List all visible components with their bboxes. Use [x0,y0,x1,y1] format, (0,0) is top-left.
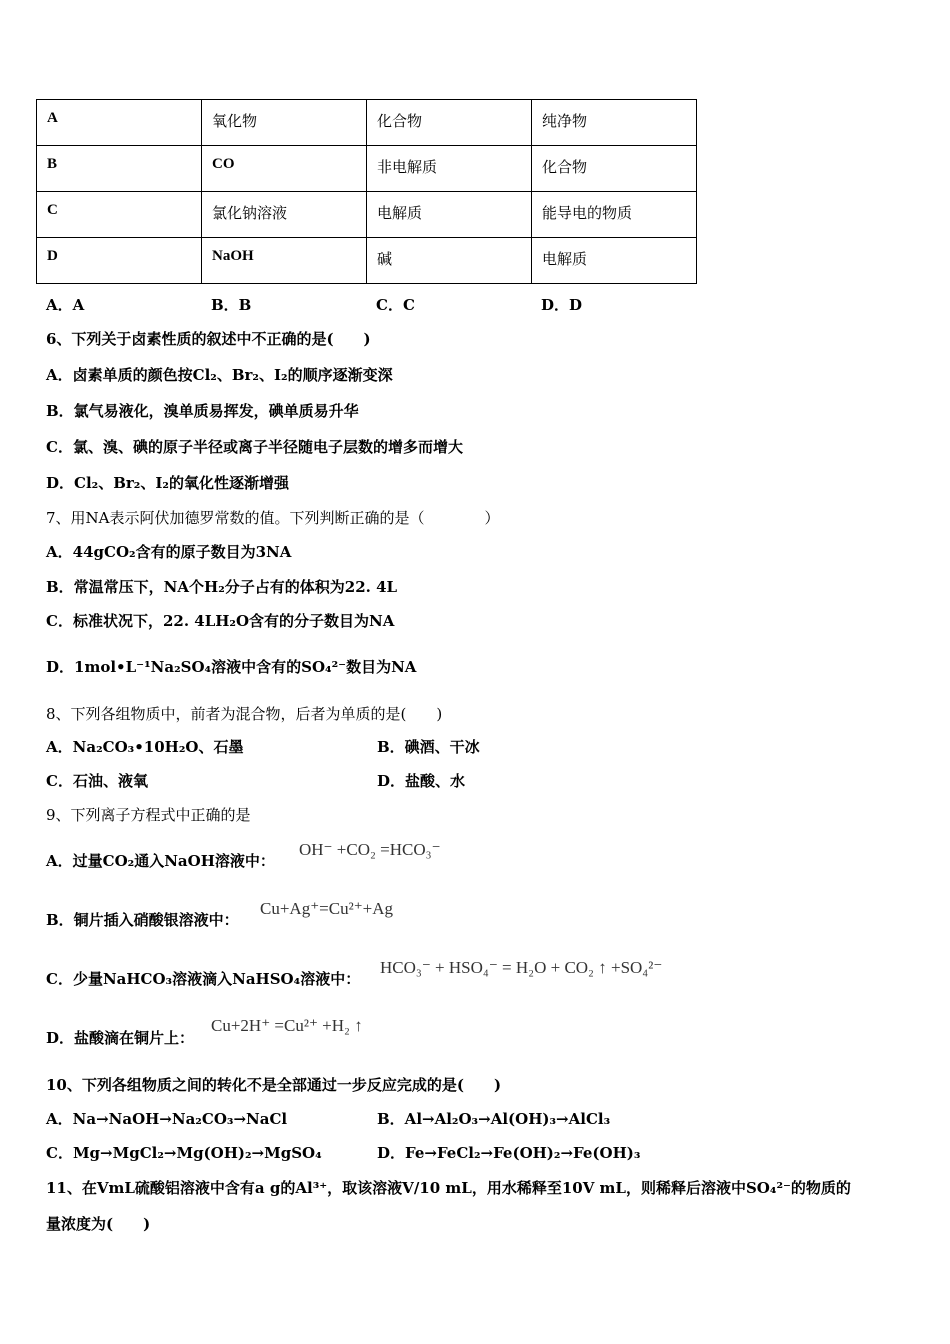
table-cell: 电解质 [532,238,697,284]
table-cell: B [37,146,202,192]
q9-option-b: B．铜片插入硝酸银溶液中： [46,911,239,929]
table-cell: A [37,100,202,146]
table-cell: NaOH [202,238,367,284]
table-cell: C [37,192,202,238]
table-cell: 氧化物 [202,100,367,146]
q9-equation-b: Cu+Ag⁺=Cu²⁺+Ag [260,899,394,918]
q11-stem-line2: 量浓度为( ) [46,1215,151,1233]
q5-answer-c: C．C [376,296,415,314]
table-cell: CO [202,146,367,192]
table-row [37,192,697,238]
q5-answer-d: D．D [541,296,583,314]
q11-stem-line1: 11、在VmL硫酸铝溶液中含有a g的Al³⁺，取该溶液V/10 mL，用水稀释至10V mL，则稀释后溶液中SO₄²⁻的物质的 [46,1179,851,1197]
q9-option-c: C．少量NaHCO₃溶液滴入NaHSO₄溶液中： [46,970,361,988]
q9-equation-d: Cu+2H⁺ =Cu²⁺ +H₂ ↑ [211,1016,363,1035]
q8-option-c: C．石油、液氧 [46,772,148,790]
q8-option-a: A．Na₂CO₃•10H₂O、石墨 [46,738,244,756]
q7-stem: 7、用NA表示阿伏加德罗常数的值。下列判断正确的是（ ） [46,509,500,527]
table-cell: 化合物 [367,100,532,146]
q6-option-c: C．氯、溴、碘的原子半径或离子半径随电子层数的增多而增大 [46,438,463,456]
q7-option-c: C．标准状况下，22. 4LH₂O含有的分子数目为NA [46,612,395,630]
q10-option-a: A．Na→NaOH→Na₂CO₃→NaCl [46,1110,288,1128]
table-cell: 能导电的物质 [532,192,697,238]
q10-option-d: D．Fe→FeCl₂→Fe(OH)₂→Fe(OH)₃ [377,1144,641,1162]
table-row [37,100,697,146]
q9-equation-c: HCO₃⁻ + HSO₄⁻ = H₂O + CO₂ ↑ +SO₄²⁻ [380,958,663,977]
options-table [36,99,697,284]
q8-stem: 8、下列各组物质中，前者为混合物，后者为单质的是( ) [46,705,443,723]
q9-option-a: A．过量CO₂通入NaOH溶液中： [46,852,275,870]
table-cell: 氯化钠溶液 [202,192,367,238]
table-cell: 电解质 [367,192,532,238]
q8-option-b: B．碘酒、干冰 [377,738,480,756]
q5-answer-a: A．A [46,296,85,314]
q10-option-b: B．Al→Al₂O₃→Al(OH)₃→AlCl₃ [377,1110,611,1128]
table-cell: 化合物 [532,146,697,192]
q7-option-a: A．44gCO₂含有的原子数目为3NA [46,543,292,561]
q7-option-b: B．常温常压下，NA个H₂分子占有的体积为22. 4L [46,578,398,596]
table-cell: 非电解质 [367,146,532,192]
table-row [37,238,697,284]
table-cell: D [37,238,202,284]
q10-stem: 10、下列各组物质之间的转化不是全部通过一步反应完成的是( ) [46,1076,502,1094]
q6-option-a: A．卤素单质的颜色按Cl₂、Br₂、I₂的顺序逐渐变深 [46,366,393,384]
q9-option-d: D．盐酸滴在铜片上： [46,1029,195,1047]
q6-stem: 6、下列关于卤素性质的叙述中不正确的是( ) [46,330,371,348]
table-cell: 碱 [367,238,532,284]
q7-option-d: D．1mol•L⁻¹Na₂SO₄溶液中含有的SO₄²⁻数目为NA [46,658,417,676]
q6-option-d: D．Cl₂、Br₂、I₂的氧化性逐渐增强 [46,474,289,492]
table-cell: 纯净物 [532,100,697,146]
q9-equation-a: OH⁻ +CO₂ =HCO₃⁻ [299,840,441,859]
table-row [37,146,697,192]
q6-option-b: B．氯气易液化，溴单质易挥发，碘单质易升华 [46,402,359,420]
q8-option-d: D．盐酸、水 [377,772,466,790]
q5-answer-b: B．B [211,296,252,314]
q10-option-c: C．Mg→MgCl₂→Mg(OH)₂→MgSO₄ [46,1144,322,1162]
q9-stem: 9、下列离子方程式中正确的是 [46,806,251,824]
